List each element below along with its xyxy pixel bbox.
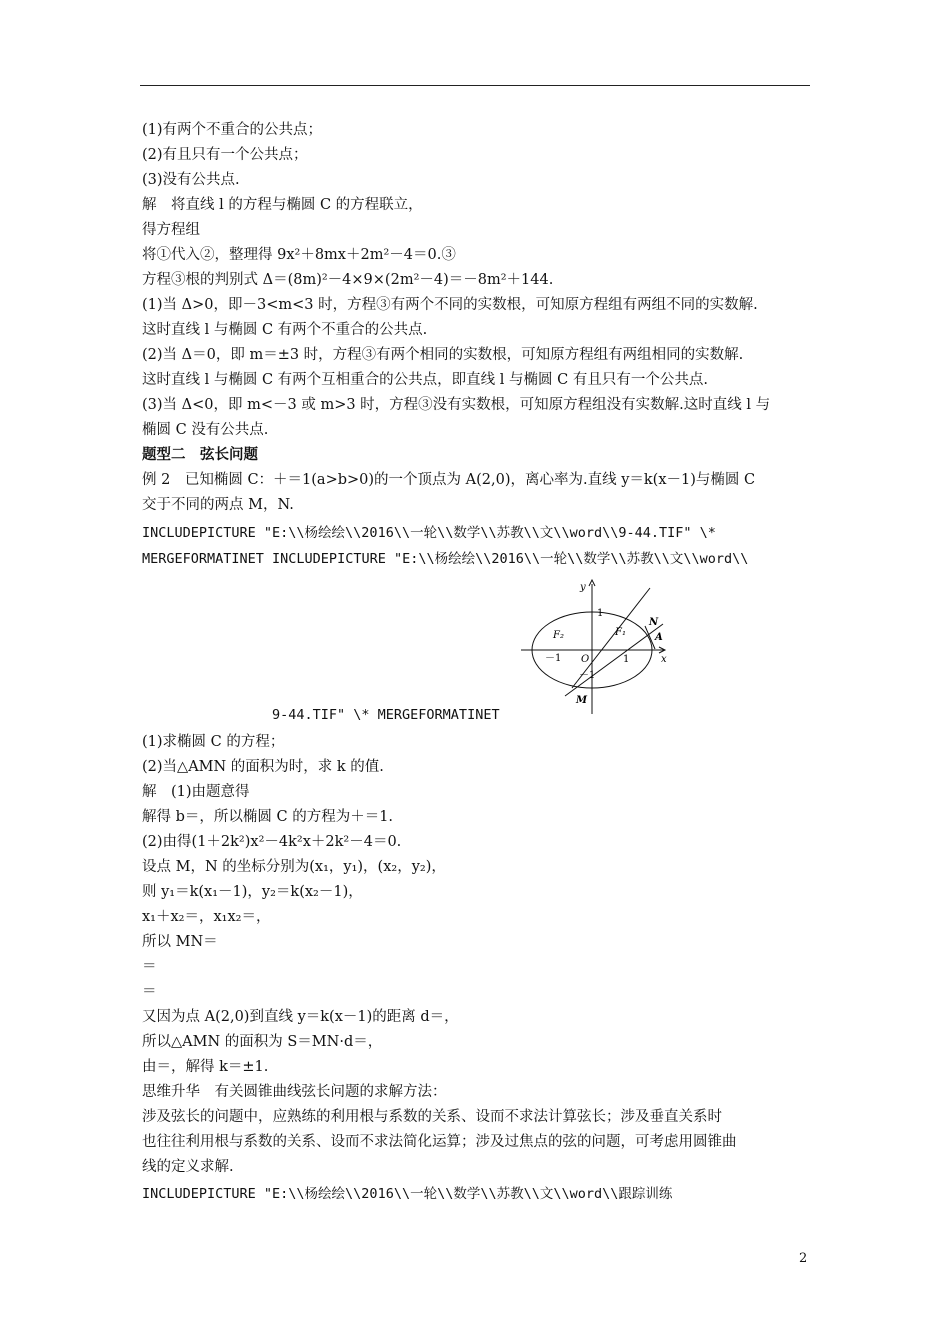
label-a: A (655, 632, 663, 643)
text-line: 则 y₁＝k(x₁－1)，y₂＝k(x₂－1)， (142, 884, 363, 900)
text-line: (1)当 Δ>0，即－3<m<3 时，方程③有两个不同的实数根，可知原方程组有两组不同的实数解. (142, 297, 758, 313)
field-code-line: MERGEFORMATINET INCLUDEPICTURE "E:\\杨绘绘\\2016\\一轮\\数学\\苏教\\文\\word\\ (142, 551, 749, 567)
label-neg-one-y: －1 (579, 670, 596, 681)
text-line: (3)当 Δ<0，即 m<－3 或 m>3 时，方程③没有实数根，可知原方程组没有实数解.这时直线 l 与 (142, 397, 771, 413)
label-origin: O (581, 654, 590, 665)
text-line: 又因为点 A(2,0)到直线 y＝k(x－1)的距离 d＝， (142, 1009, 459, 1025)
text-line: (2)由得(1＋2k²)x²－4k²x＋2k²－4＝0. (142, 834, 402, 850)
text-line: 得方程组 (142, 222, 200, 238)
text-line: 解 (1)由题意得 (142, 784, 250, 800)
label-x: x (661, 654, 667, 665)
text-line: 方程③根的判别式 Δ＝(8m)²－4×9×(2m²－4)＝－8m²＋144. (142, 272, 554, 288)
label-one-top: 1 (597, 608, 604, 619)
text-line: (3)没有公共点. (142, 172, 240, 188)
text-line: 这时直线 l 与椭圆 C 有两个不重合的公共点. (142, 322, 428, 338)
label-f2: F₂ (553, 630, 564, 641)
text-line: (2)当 Δ＝0，即 m＝±3 时，方程③有两个相同的实数根，可知原方程组有两组相同的实数解. (142, 347, 744, 363)
text-line: 例 2 已知椭圆 C：＋＝1(a>b>0)的一个顶点为 A(2,0)，离心率为.直线 y＝k(x－1)与椭圆 C (142, 472, 756, 488)
segment-na (645, 626, 655, 649)
field-code-line: 9-44.TIF" \* MERGEFORMATINET (272, 707, 500, 723)
label-f1: F₁ (615, 627, 626, 638)
label-one-x: 1 (623, 654, 630, 665)
page-number: 2 (799, 1251, 808, 1266)
section-heading: 题型二 弦长问题 (142, 446, 258, 463)
label-n: N (649, 617, 659, 628)
text-line: (2)有且只有一个公共点； (142, 147, 308, 163)
text-line: 也往往利用根与系数的关系、设而不求法简化运算；涉及过焦点的弦的问题，可考虑用圆锥曲 (142, 1134, 737, 1150)
label-y: y (580, 582, 586, 593)
text-line: 这时直线 l 与椭圆 C 有两个互相重合的公共点，即直线 l 与椭圆 C 有且只有一个公共点. (142, 372, 708, 388)
text-line: 线的定义求解. (142, 1159, 234, 1175)
text-line: 由＝，解得 k＝±1. (142, 1059, 269, 1075)
header-rule (140, 85, 810, 86)
text-line: 涉及弦长的问题中，应熟练的利用根与系数的关系、设而不求法计算弦长；涉及垂直关系时 (142, 1109, 722, 1125)
label-m: M (576, 695, 588, 706)
ellipse-figure (515, 576, 675, 716)
text-line: 解得 b＝，所以椭圆 C 的方程为＋＝1. (142, 809, 394, 825)
text-line: ＝ (142, 959, 157, 975)
text-line: 所以 MN＝ (142, 934, 218, 950)
field-code-line: INCLUDEPICTURE "E:\\杨绘绘\\2016\\一轮\\数学\\苏教\\文\\word\\跟踪训练 (142, 1186, 673, 1202)
text-line: 交于不同的两点 M，N. (142, 497, 294, 513)
text-line: 解 将直线 l 的方程与椭圆 C 的方程联立， (142, 197, 423, 213)
field-code-line: INCLUDEPICTURE "E:\\杨绘绘\\2016\\一轮\\数学\\苏教\\文\\word\\9-44.TIF" \* (142, 525, 716, 541)
text-line: (1)求椭圆 C 的方程； (142, 734, 285, 750)
text-line: ＝ (142, 984, 157, 1000)
text-line: (1)有两个不重合的公共点； (142, 122, 323, 138)
text-line: x₁＋x₂＝，x₁x₂＝， (142, 909, 271, 925)
text-line: (2)当△AMN 的面积为时，求 k 的值. (142, 759, 384, 775)
text-line: 将①代入②，整理得 9x²＋8mx＋2m²－4＝0.③ (142, 247, 456, 263)
text-line: 思维升华 有关圆锥曲线弦长问题的求解方法： (142, 1084, 447, 1100)
text-line: 所以△AMN 的面积为 S＝MN·d＝， (142, 1034, 383, 1050)
label-neg-one: －1 (545, 653, 562, 664)
text-line: 椭圆 C 没有公共点. (142, 422, 269, 438)
text-line: 设点 M，N 的坐标分别为(x₁，y₁)，(x₂，y₂)， (142, 859, 446, 875)
